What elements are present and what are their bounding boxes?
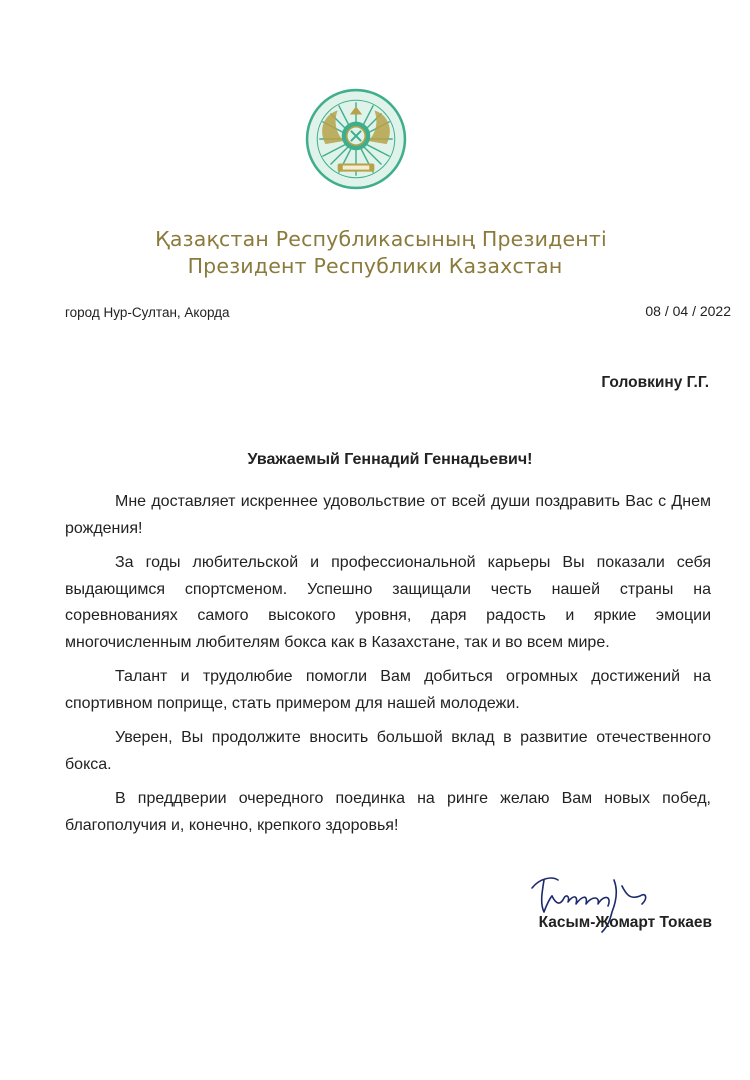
place-line: город Нур-Султан, Акорда bbox=[65, 305, 230, 320]
state-emblem bbox=[305, 88, 407, 190]
salutation: Уважаемый Геннадий Геннадьевич! bbox=[247, 451, 533, 468]
recipient-name: Головкину Г.Г. bbox=[601, 374, 709, 391]
paragraph: Талант и трудолюбие помогли Вам добиться огромных достижений на спортивном поприще, стать примером для нашей молодежи. bbox=[65, 668, 711, 712]
signatory-name: Касым-Жомарт Токаев bbox=[538, 914, 712, 931]
letter-body bbox=[65, 489, 711, 847]
paragraph: За годы любительской и профессиональной карьеры Вы показали себя выдающимся спортсменом. Успешно защищали честь нашей страны на соревнованиях самого высокого уровня, даря радость и яркие эмоции многочисленным любителям бокса как в Казахстане, так и во всем мире. bbox=[65, 554, 711, 651]
title-kazakh: Қазақстан Республикасының Президенті bbox=[155, 227, 607, 251]
title-russian: Президент Республики Казахстан bbox=[187, 254, 563, 278]
letter-date: 08 / 04 / 2022 bbox=[645, 303, 731, 319]
paragraph: Уверен, Вы продолжите вносить большой вклад в развитие отечественного бокса. bbox=[65, 729, 711, 773]
paragraph: В преддверии очередного поединка на ринге желаю Вам новых побед, благополучия и, конечно, крепкого здоровья! bbox=[65, 790, 711, 834]
paragraph: Мне доставляет искреннее удовольствие от всей души поздравить Вас с Днем рождения! bbox=[65, 493, 711, 537]
